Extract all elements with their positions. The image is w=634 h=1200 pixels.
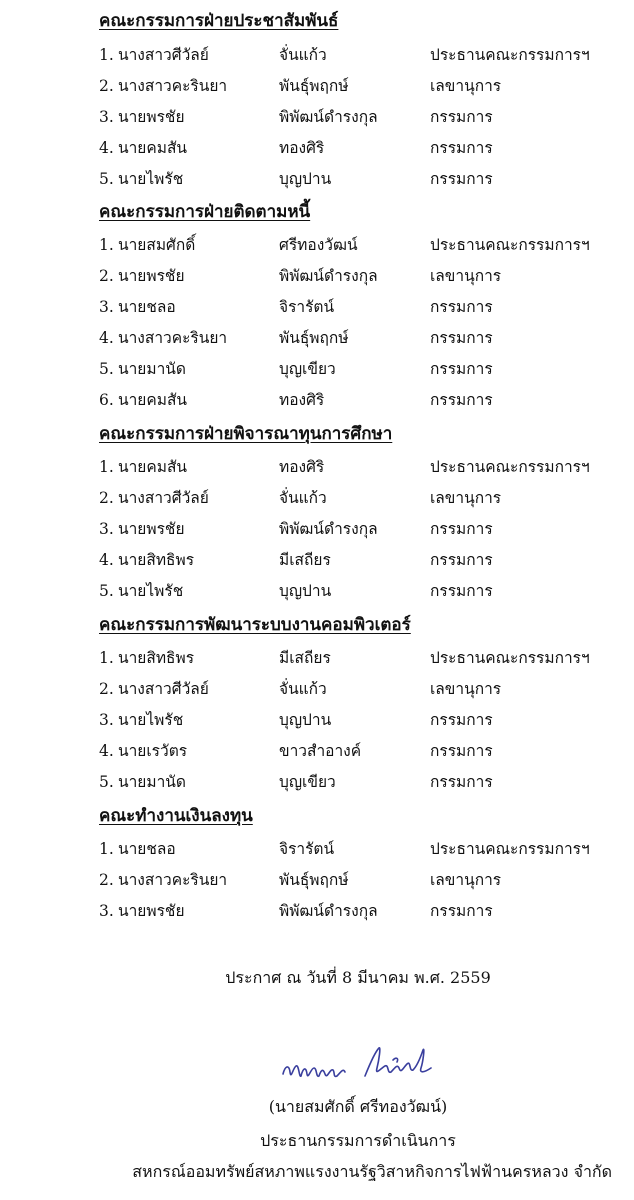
- handwritten-signature: [275, 1038, 445, 1098]
- member-row: [0, 709, 634, 731]
- member-first-name: นายชลอ: [118, 840, 176, 858]
- member-first-name: นายพรชัย: [118, 902, 185, 920]
- member-number: 4.: [99, 329, 114, 347]
- member-role: กรรมการ: [430, 391, 493, 409]
- member-surname: บุญเขียว: [279, 773, 336, 791]
- member-surname: จิรารัตน์: [279, 298, 335, 316]
- section-title: คณะทำงานเงินลงทุน: [99, 806, 253, 826]
- section-title: คณะกรรมการฝ่ายประชาสัมพันธ์: [99, 11, 339, 31]
- member-first-name: นางสาวคะรินยา: [118, 329, 228, 347]
- member-role: กรรมการ: [430, 582, 493, 600]
- signer-title: ประธานกรรมการดำเนินการ: [260, 1131, 456, 1150]
- member-number: 5.: [99, 582, 114, 600]
- member-surname: มีเสถียร: [279, 551, 331, 569]
- member-number: 5.: [99, 170, 114, 188]
- member-row: [0, 647, 634, 669]
- member-number: 3.: [99, 902, 114, 920]
- member-first-name: นายไพรัช: [118, 711, 184, 729]
- member-surname: พิพัฒน์ดำรงกุล: [279, 108, 378, 126]
- member-first-name: นายเรวัตร: [118, 742, 188, 760]
- member-row: [0, 869, 634, 891]
- member-row: [0, 106, 634, 128]
- member-number: 5.: [99, 360, 114, 378]
- member-number: 1.: [99, 236, 114, 254]
- member-first-name: นายไพรัช: [118, 170, 184, 188]
- member-surname: จิรารัตน์: [279, 840, 335, 858]
- member-role: ประธานคณะกรรมการฯ: [430, 236, 590, 254]
- member-number: 6.: [99, 391, 114, 409]
- member-number: 2.: [99, 489, 114, 507]
- member-row: [0, 838, 634, 860]
- member-first-name: นายพรชัย: [118, 108, 185, 126]
- member-role: ประธานคณะกรรมการฯ: [430, 840, 590, 858]
- member-number: 3.: [99, 108, 114, 126]
- member-role: กรรมการ: [430, 742, 493, 760]
- section-title: คณะกรรมการฝ่ายติดตามหนี้: [99, 202, 311, 222]
- member-number: 4.: [99, 139, 114, 157]
- member-first-name: นายสมศักดิ์: [118, 236, 196, 254]
- member-first-name: นายสิทธิพร: [118, 649, 195, 667]
- member-number: 1.: [99, 46, 114, 64]
- member-role: เลขานุการ: [430, 871, 502, 889]
- member-row: [0, 44, 634, 66]
- member-surname: พันธุ์พฤกษ์: [279, 871, 349, 889]
- member-row: [0, 75, 634, 97]
- member-row: [0, 678, 634, 700]
- member-first-name: นายมานัด: [118, 773, 186, 791]
- member-role: กรรมการ: [430, 902, 493, 920]
- member-first-name: นายคมสัน: [118, 458, 188, 476]
- member-number: 1.: [99, 649, 114, 667]
- member-row: [0, 296, 634, 318]
- member-role: กรรมการ: [430, 773, 493, 791]
- member-row: [0, 358, 634, 380]
- member-number: 5.: [99, 773, 114, 791]
- member-row: [0, 740, 634, 762]
- member-number: 3.: [99, 298, 114, 316]
- member-number: 4.: [99, 551, 114, 569]
- member-number: 2.: [99, 267, 114, 285]
- member-first-name: นางสาวศีวัลย์: [118, 489, 209, 507]
- member-number: 3.: [99, 520, 114, 538]
- member-surname: ทองศิริ: [279, 139, 325, 157]
- member-row: [0, 549, 634, 571]
- member-row: [0, 487, 634, 509]
- member-surname: จั่นแก้ว: [279, 680, 327, 698]
- member-first-name: นางสาวศีวัลย์: [118, 46, 209, 64]
- member-first-name: นายมานัด: [118, 360, 186, 378]
- member-row: [0, 234, 634, 256]
- member-surname: จั่นแก้ว: [279, 489, 327, 507]
- member-surname: บุญปาน: [279, 711, 332, 729]
- member-row: [0, 456, 634, 478]
- member-role: กรรมการ: [430, 360, 493, 378]
- member-surname: ทองศิริ: [279, 458, 325, 476]
- member-role: กรรมการ: [430, 298, 493, 316]
- member-role: กรรมการ: [430, 551, 493, 569]
- section-title: คณะกรรมการฝ่ายพิจารณาทุนการศึกษา: [99, 424, 393, 444]
- member-first-name: นายคมสัน: [118, 139, 188, 157]
- member-role: กรรมการ: [430, 108, 493, 126]
- member-role: เลขานุการ: [430, 267, 502, 285]
- member-role: เลขานุการ: [430, 489, 502, 507]
- member-surname: ขาวสำอางค์: [279, 742, 362, 760]
- member-surname: พันธุ์พฤกษ์: [279, 329, 349, 347]
- member-first-name: นายชลอ: [118, 298, 176, 316]
- member-first-name: นางสาวศีวัลย์: [118, 680, 209, 698]
- member-first-name: นางสาวคะรินยา: [118, 871, 228, 889]
- member-row: [0, 389, 634, 411]
- member-role: กรรมการ: [430, 170, 493, 188]
- member-first-name: นายไพรัช: [118, 582, 184, 600]
- member-row: [0, 327, 634, 349]
- member-role: ประธานคณะกรรมการฯ: [430, 46, 590, 64]
- member-surname: บุญปาน: [279, 170, 332, 188]
- member-surname: ทองศิริ: [279, 391, 325, 409]
- member-row: [0, 518, 634, 540]
- member-surname: จั่นแก้ว: [279, 46, 327, 64]
- member-surname: ศรีทองวัฒน์: [279, 236, 358, 254]
- member-role: เลขานุการ: [430, 680, 502, 698]
- member-number: 3.: [99, 711, 114, 729]
- member-first-name: นางสาวคะรินยา: [118, 77, 228, 95]
- member-first-name: นายคมสัน: [118, 391, 188, 409]
- member-number: 4.: [99, 742, 114, 760]
- member-row: [0, 900, 634, 922]
- member-surname: บุญปาน: [279, 582, 332, 600]
- member-surname: พิพัฒน์ดำรงกุล: [279, 520, 378, 538]
- member-first-name: นายสิทธิพร: [118, 551, 195, 569]
- member-role: กรรมการ: [430, 711, 493, 729]
- member-number: 2.: [99, 680, 114, 698]
- member-role: กรรมการ: [430, 520, 493, 538]
- member-surname: บุญเขียว: [279, 360, 336, 378]
- member-row: [0, 771, 634, 793]
- section-title: คณะกรรมการพัฒนาระบบงานคอมพิวเตอร์: [99, 615, 411, 635]
- member-row: [0, 137, 634, 159]
- member-row: [0, 580, 634, 602]
- member-role: กรรมการ: [430, 329, 493, 347]
- member-role: กรรมการ: [430, 139, 493, 157]
- member-row: [0, 168, 634, 190]
- member-surname: พิพัฒน์ดำรงกุล: [279, 902, 378, 920]
- member-surname: พิพัฒน์ดำรงกุล: [279, 267, 378, 285]
- member-role: เลขานุการ: [430, 77, 502, 95]
- member-role: ประธานคณะกรรมการฯ: [430, 458, 590, 476]
- member-number: 1.: [99, 840, 114, 858]
- organization-name: สหกรณ์ออมทรัพย์สหภาพแรงงานรัฐวิสาหกิจการไฟฟ้านครหลวง จำกัด: [132, 1162, 612, 1181]
- announcement-date: ประกาศ ณ วันที่ 8 มีนาคม พ.ศ. 2559: [225, 968, 491, 987]
- member-surname: มีเสถียร: [279, 649, 331, 667]
- member-number: 2.: [99, 871, 114, 889]
- member-surname: พันธุ์พฤกษ์: [279, 77, 349, 95]
- member-row: [0, 265, 634, 287]
- signer-name: (นายสมศักดิ์ ศรีทองวัฒน์): [268, 1097, 448, 1116]
- member-first-name: นายพรชัย: [118, 520, 185, 538]
- member-first-name: นายพรชัย: [118, 267, 185, 285]
- member-role: ประธานคณะกรรมการฯ: [430, 649, 590, 667]
- member-number: 2.: [99, 77, 114, 95]
- member-number: 1.: [99, 458, 114, 476]
